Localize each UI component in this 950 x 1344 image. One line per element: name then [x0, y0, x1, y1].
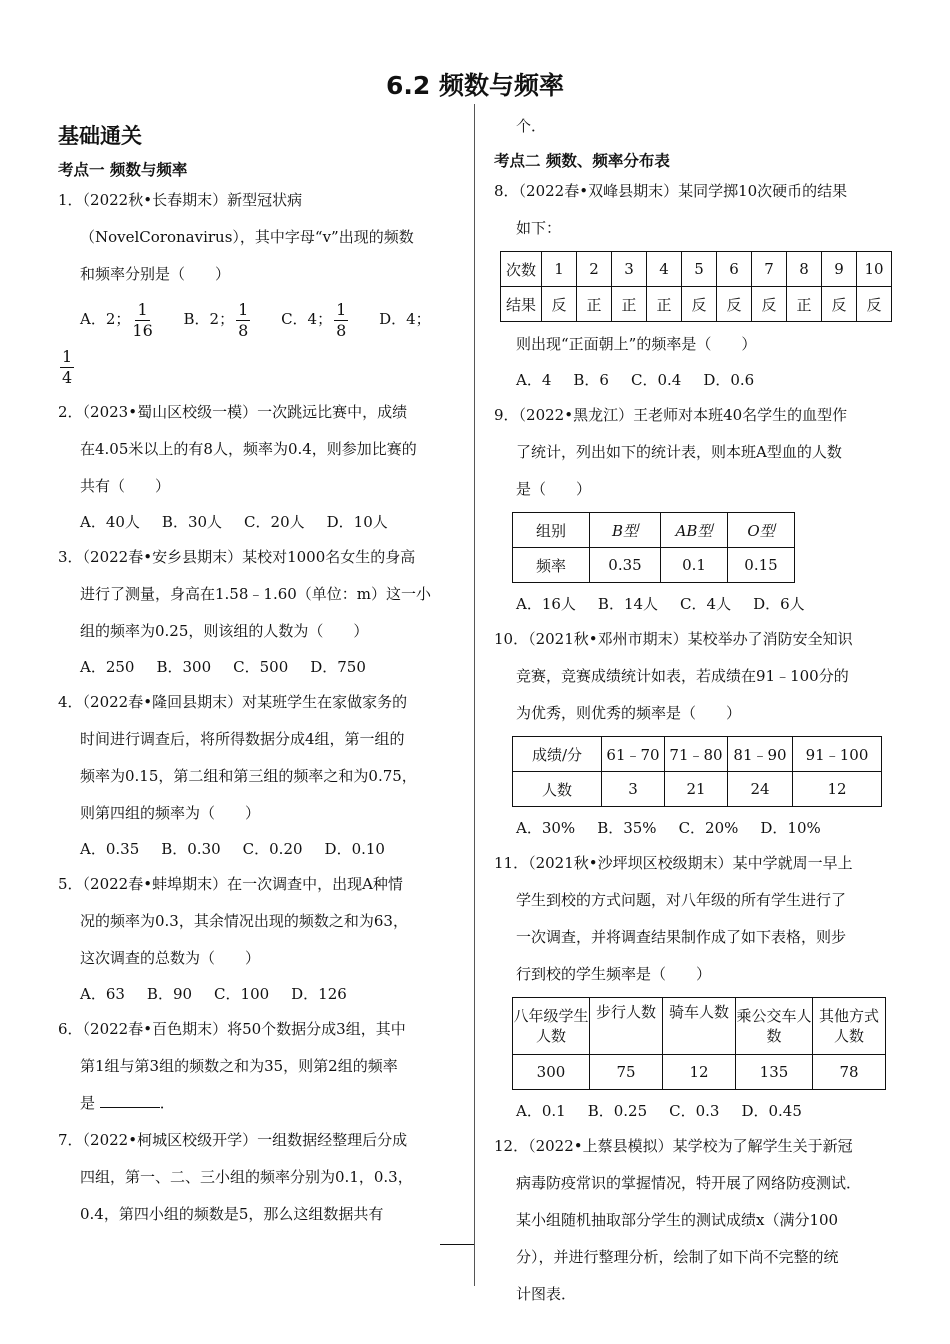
q8-line1: 8．（2022春•双峰县期末）某同学掷10次硬币的结果 [494, 182, 848, 200]
table-row: 次数 1 2 3 4 5 6 7 8 9 10 [501, 252, 892, 287]
q4-option-b: B．0.30 [161, 840, 221, 858]
q9-table [512, 512, 795, 583]
q1-stem-line1: 1．（2022秋•长春期末）新型冠状病 [58, 191, 303, 209]
q10-option-c: C．20% [678, 819, 739, 837]
question-10 [494, 621, 898, 845]
q11-option-a: A．0.1 [516, 1102, 566, 1120]
q3-option-d: D．750 [310, 658, 366, 676]
q3-line1: 3．（2022春•安乡县期末）某校对1000名女生的身高 [58, 548, 416, 566]
q9-option-d: D．6人 [753, 595, 805, 613]
question-7 [58, 1122, 462, 1233]
q6-line1: 6．（2022春•百色期末）将50个数据分成3组，其中 [58, 1020, 406, 1038]
q5-line3: 这次调查的总数为（ ） [80, 949, 261, 967]
q1-option-b: B．2； $\frac{1}{8}$ [183, 299, 249, 340]
knowledge-point-1: 考点一 频数与频率 [58, 161, 188, 179]
table-row: 八年级学生人数 步行人数 骑车人数 乘公交车人数 其他方式人数 [513, 998, 886, 1055]
q3-line2: 进行了测量，身高在1.58﹣1.60（单位：m）这一小 [80, 585, 432, 603]
question-1 [58, 182, 462, 388]
q11-line2: 学生到校的方式问题，对八年级的所有学生进行了 [516, 891, 847, 909]
q8-option-c: C．0.4 [630, 371, 682, 389]
q10-line2: 竞赛，竞赛成绩统计如表，若成绩在91﹣100分的 [516, 667, 849, 685]
q10-line1: 10．（2021秋•邓州市期末）某校举办了消防安全知识 [494, 630, 853, 648]
q4-line3: 频率为0.15，第二组和第三组的频率之和为0.75， [80, 767, 417, 785]
q8-option-b: B．6 [573, 371, 609, 389]
q11-line4: 行到校的学生频率是（ ） [516, 965, 712, 983]
q2-option-c: C．20人 [244, 513, 305, 531]
q8-line2: 如下： [516, 219, 562, 237]
q5-options [58, 977, 462, 1011]
table-row: 频率 0.35 0.1 0.15 [513, 548, 795, 583]
right-column [494, 114, 898, 1313]
q4-option-a: A．0.35 [80, 840, 140, 858]
q9-line1: 9．（2022•黑龙江）王老师对本班40名学生的血型作 [494, 406, 848, 424]
q9-option-b: B．14人 [597, 595, 659, 613]
q8-option-a: A．4 [516, 371, 552, 389]
q3-options [58, 650, 462, 684]
q8-table [500, 251, 892, 322]
q5-option-d: D．126 [291, 985, 347, 1003]
table-row: 300 75 12 135 78 [513, 1055, 886, 1090]
q11-line1: 11．（2021秋•沙坪坝区校级期末）某中学就周一早上 [494, 854, 853, 872]
q8-line3: 则出现“正面朝上”的频率是（ ） [516, 335, 757, 353]
q1-option-a: A．2； $\frac{1}{16}$ [80, 299, 153, 340]
q2-line2: 在4.05米以上的有8人，频率为0.4，则参加比赛的 [80, 440, 417, 458]
q10-options [494, 811, 898, 845]
q11-table [512, 997, 886, 1090]
q2-options [58, 505, 462, 539]
question-8 [494, 173, 898, 397]
q11-option-c: C．0.3 [669, 1102, 720, 1120]
knowledge-point-2: 考点二 频数、频率分布表 [494, 152, 670, 170]
q10-table [512, 736, 882, 807]
q12-line3: 某小组随机抽取部分学生的测试成绩x（满分100 [516, 1211, 839, 1229]
q4-options [58, 832, 462, 866]
q9-options [494, 587, 898, 621]
q12-line2: 病毒防疫常识的掌握情况，特开展了网络防疫测试． [516, 1174, 862, 1192]
q6-answer-blank [100, 1093, 160, 1108]
q7-line2: 四组，第一、二、三小组的频率分别为0.1，0.3， [80, 1168, 413, 1186]
q4-option-d: D．0.10 [324, 840, 385, 858]
q11-option-b: B．0.25 [587, 1102, 648, 1120]
q2-option-d: D．10人 [326, 513, 388, 531]
q2-line3: 共有（ ） [80, 477, 171, 495]
table-row: 人数 3 21 24 12 [513, 772, 882, 807]
q4-line4: 则第四组的频率为（ ） [80, 804, 261, 822]
q8-options [494, 363, 898, 397]
table-row: 结果 反 正 正 正 反 反 反 正 反 反 [501, 287, 892, 322]
table-row: 成绩/分 61﹣70 71﹣80 81﹣90 91﹣100 [513, 737, 882, 772]
q1-options [58, 293, 462, 345]
q11-option-d: D．0.45 [741, 1102, 802, 1120]
q5-option-a: A．63 [80, 985, 125, 1003]
q3-option-c: C．500 [233, 658, 289, 676]
q10-option-d: D．10% [760, 819, 821, 837]
question-12 [494, 1128, 898, 1313]
q10-option-b: B．35% [597, 819, 657, 837]
question-3 [58, 539, 462, 684]
q10-option-a: A．30% [516, 819, 576, 837]
q5-option-b: B．90 [146, 985, 193, 1003]
q12-line4: 分），并进行整理分析，绘制了如下尚不完整的统 [516, 1248, 839, 1266]
q6-line2: 第1组与第3组的频数之和为35，则第2组的频率 [80, 1057, 398, 1075]
q9-line2: 了统计，列出如下的统计表，则本班A型血的人数 [516, 443, 842, 461]
q5-line1: 5．（2022春•蚌埠期末）在一次调查中，出现A种情 [58, 875, 403, 893]
q2-option-b: B．30人 [161, 513, 223, 531]
q11-line3: 一次调查，并将调查结果制作成了如下表格，则步 [516, 928, 847, 946]
q1-stem-line2: （NovelCoronavirus），其中字母“v”出现的频数 [80, 228, 414, 246]
q4-line1: 4．（2022春•隆回县期末）对某班学生在家做家务的 [58, 693, 408, 711]
q1-option-d: D．4； [379, 310, 431, 328]
q1-stem-line3: 和频率分别是（ ） [80, 265, 231, 283]
q9-option-c: C．4人 [680, 595, 732, 613]
question-9 [494, 397, 898, 621]
q8-option-d: D．0.6 [703, 371, 755, 389]
q2-line1: 2．（2023•蜀山区校级一模）一次跳远比赛中，成绩 [58, 403, 408, 421]
question-4 [58, 684, 462, 866]
left-column [58, 114, 462, 1233]
question-2 [58, 394, 462, 539]
q7-line1: 7．（2022•柯城区校级开学）一组数据经整理后分成 [58, 1131, 408, 1149]
q11-options [494, 1094, 898, 1128]
q12-line1: 12．（2022•上蔡县模拟）某学校为了解学生关于新冠 [494, 1137, 853, 1155]
q9-option-a: A．16人 [516, 595, 576, 613]
q3-line3: 组的频率为0.25，则该组的人数为（ ） [80, 622, 369, 640]
q3-option-a: A．250 [80, 658, 135, 676]
question-11 [494, 845, 898, 1128]
question-6 [58, 1011, 462, 1122]
q12-line5: 计图表． [516, 1285, 577, 1303]
q7-continuation: 个． [516, 117, 547, 135]
section-heading: 基础通关 [58, 124, 142, 148]
q5-option-c: C．100 [214, 985, 270, 1003]
q1-option-c: C．4； $\frac{1}{8}$ [281, 299, 347, 340]
column-divider [474, 104, 475, 1286]
q4-line2: 时间进行调查后，将所得数据分成4组，第一组的 [80, 730, 405, 748]
q7-line3: 0.4，第四小组的频数是5，那么这组数据共有 [80, 1205, 384, 1223]
q1-option-d-fraction: $\frac{1}{4}$ [62, 347, 73, 387]
table-row: 组别 B型 AB型 O型 [513, 513, 795, 548]
q2-option-a: A．40人 [80, 513, 140, 531]
page-title: 6.2 频数与频率 [386, 71, 564, 100]
q9-line3: 是（ ） [516, 480, 592, 498]
q3-option-b: B．300 [156, 658, 212, 676]
q10-line3: 为优秀，则优秀的频率是（ ） [516, 704, 742, 722]
q7-answer-blank [440, 1244, 474, 1245]
question-5 [58, 866, 462, 1011]
q5-line2: 况的频率为0.3，其余情况出现的频数之和为63， [80, 912, 408, 930]
q4-option-c: C．0.20 [242, 840, 303, 858]
q6-line3: 是 ． [80, 1094, 175, 1112]
